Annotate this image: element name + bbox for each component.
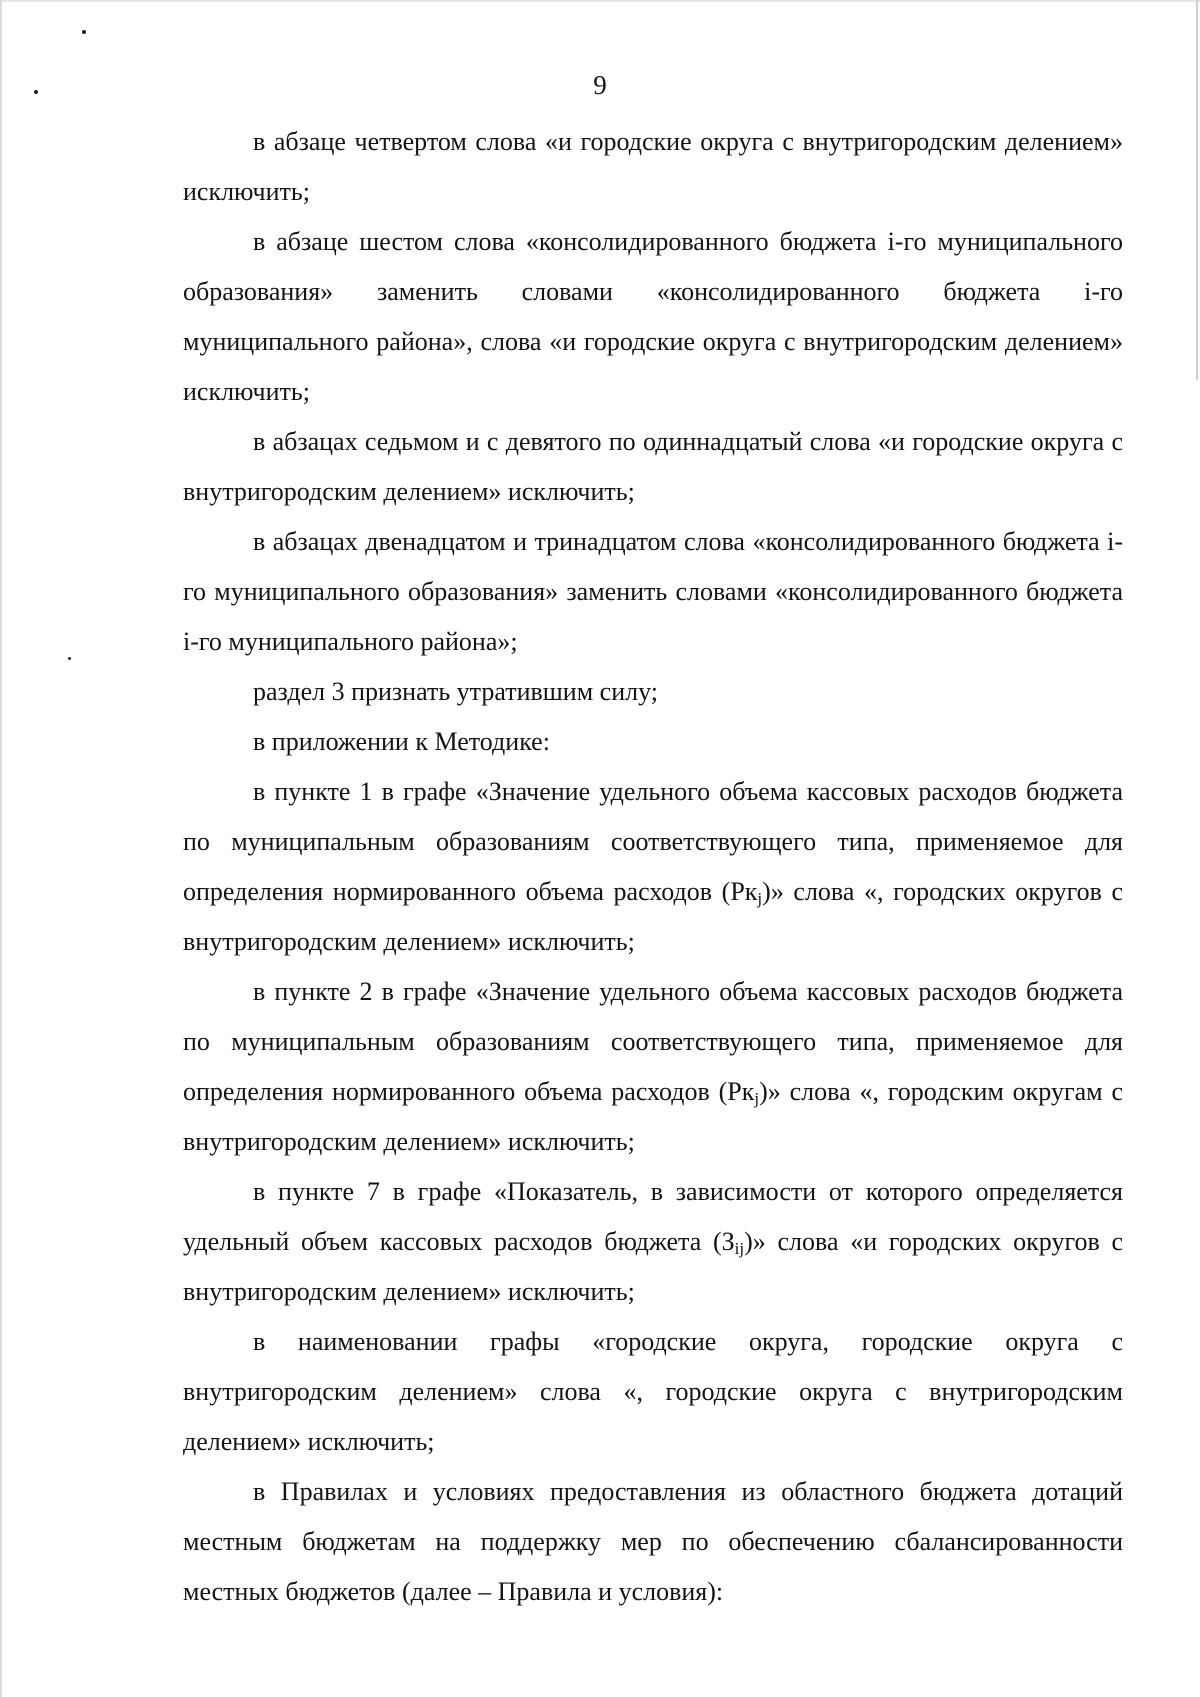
text-run: в пункте 2 в графе «Значение удельного объема кассовых расходов бюджета по муниципальным образованиям соответствующего типа, применяемое для определения нормированного объема расходов (Рк	[183, 977, 1123, 1106]
scan-speck	[68, 657, 71, 660]
text-run: в пункте 1 в графе «Значение удельного объема кассовых расходов бюджета по муниципальным образованиям соответствующего типа, применяемое для определения нормированного объема расходов (Рк	[183, 777, 1123, 906]
document-body	[183, 117, 1123, 1617]
scan-speck	[82, 30, 86, 34]
text-run: в пункте 7 в графе «Показатель, в зависимости от которого определяется удельный объем кассовых расходов бюджета (З	[183, 1177, 1123, 1256]
subscript: ij	[734, 1239, 745, 1258]
text-run: )» слова «и городских округов с внутригородским делением» исключить;	[183, 1227, 1124, 1306]
paragraph: в абзацах седьмом и с девятого по одиннадцатый слова «и городские округа с внутригородским делением» исключить;	[183, 427, 1123, 506]
text-run: )» слова «, городских округов с внутригородским делением» исключить;	[183, 877, 1123, 956]
paragraph-with-subscript	[183, 767, 1123, 967]
paragraph: в приложении к Методике:	[253, 727, 550, 756]
page-number: 9	[593, 70, 607, 100]
text-run: )» слова «, городским округам с внутригородским делением» исключить;	[183, 1077, 1123, 1156]
subscript: j	[757, 889, 763, 908]
paragraph: в абзаце шестом слова «консолидированного бюджета i-го муниципального образования» заменить словами «консолидированного бюджета i-го муниципального района», слова «и городские округа с внутригородским делением» исключить;	[183, 227, 1123, 406]
scan-edge-left	[0, 0, 2, 1697]
subscript: j	[754, 1089, 760, 1108]
paragraph: в абзацах двенадцатом и тринадцатом слова «консолидированного бюджета i-го муниципального образования» заменить словами «консолидированного бюджета i-го муниципального района»;	[183, 527, 1123, 656]
scan-edge-right	[1196, 0, 1198, 380]
paragraph-with-subscript	[183, 967, 1123, 1167]
paragraph: в Правилах и условиях предоставления из областного бюджета дотаций местным бюджетам на поддержку мер по обеспечению сбалансированности местных бюджетов (далее – Правила и условия):	[183, 1477, 1123, 1606]
paragraph-with-subscript	[183, 1167, 1123, 1317]
paragraph: в наименовании графы «городские округа, городские округа с внутригородским делением» слова «, городские округа с внутригородским делением» исключить;	[183, 1327, 1123, 1456]
paragraph: в абзаце четвертом слова «и городские округа с внутригородским делением» исключить;	[183, 127, 1123, 206]
scan-edge-top	[0, 0, 1200, 2]
paragraph: раздел 3 признать утратившим силу;	[253, 677, 658, 706]
